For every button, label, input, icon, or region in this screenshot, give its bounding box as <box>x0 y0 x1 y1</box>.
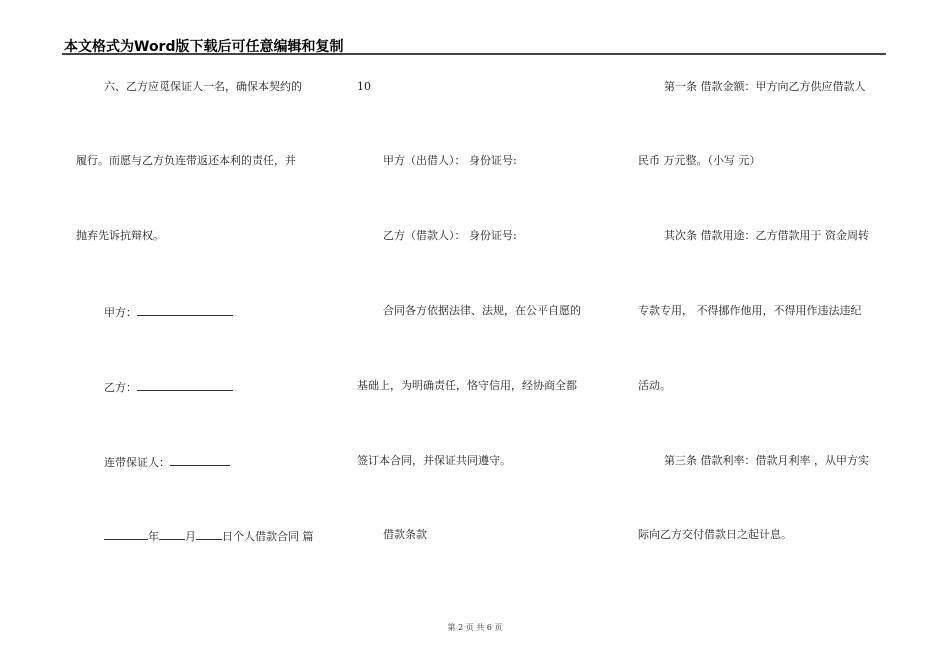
header-title: 本文格式为Word版下载后可任意编辑和复制 <box>64 39 344 55</box>
right-line-2: 民币 万元整。（小写 元） <box>638 154 761 167</box>
page-footer: 第 2 页 共 6 页 <box>447 623 503 632</box>
contract-number: 10 <box>357 80 371 93</box>
loan-terms-heading: 借款条款 <box>383 528 427 541</box>
right-line-6: 第三条 借款利率：借款月利率 ，从甲方实 <box>664 454 869 467</box>
mid-paragraph-1: 合同各方依据法律、法规，在公平自愿的 <box>383 304 581 317</box>
left-line-2: 履行。而愿与乙方负连带返还本利的责任，并 <box>76 154 296 167</box>
lender-id-line: 甲方（出借人）： 身份证号: <box>383 154 517 167</box>
right-line-7: 际向乙方交付借款日之起计息。 <box>638 528 792 541</box>
party-b-label: 乙方： <box>104 381 137 394</box>
year-label: 年 <box>148 530 159 543</box>
party-a-signature <box>104 304 233 320</box>
right-line-3: 其次条 借款用途：乙方借款用于 资金周转 <box>664 229 869 242</box>
date-tail: 日个人借款合同 篇 <box>222 530 314 543</box>
borrower-id-line: 乙方（借款人）： 身份证号: <box>383 229 517 242</box>
year-blank <box>104 528 148 540</box>
party-a-blank <box>137 304 233 316</box>
guarantor-label: 连带保证人： <box>104 456 170 469</box>
month-label: 月 <box>185 530 196 543</box>
party-b-blank <box>137 379 233 391</box>
header-divider <box>62 53 886 55</box>
right-line-1: 第一条 借款金额：甲方向乙方供应借款人 <box>664 80 866 93</box>
right-line-4: 专款专用， 不得挪作他用，不得用作违法违纪 <box>638 304 862 317</box>
left-line-3: 抛弃先诉抗辩权。 <box>76 229 164 242</box>
guarantor-signature <box>104 454 230 470</box>
date-line <box>104 528 314 544</box>
guarantor-blank <box>170 454 230 466</box>
mid-paragraph-3: 签订本合同，并保证共同遵守。 <box>357 454 511 467</box>
month-blank <box>159 528 185 540</box>
right-line-5: 活动。 <box>638 379 671 392</box>
day-blank <box>196 528 222 540</box>
party-a-label: 甲方： <box>104 306 137 319</box>
left-line-1: 六、乙方应觅保证人一名，确保本契约的 <box>104 80 302 93</box>
party-b-signature <box>104 379 233 395</box>
mid-paragraph-2: 基础上，为明确责任，恪守信用，经协商全都 <box>357 379 577 392</box>
